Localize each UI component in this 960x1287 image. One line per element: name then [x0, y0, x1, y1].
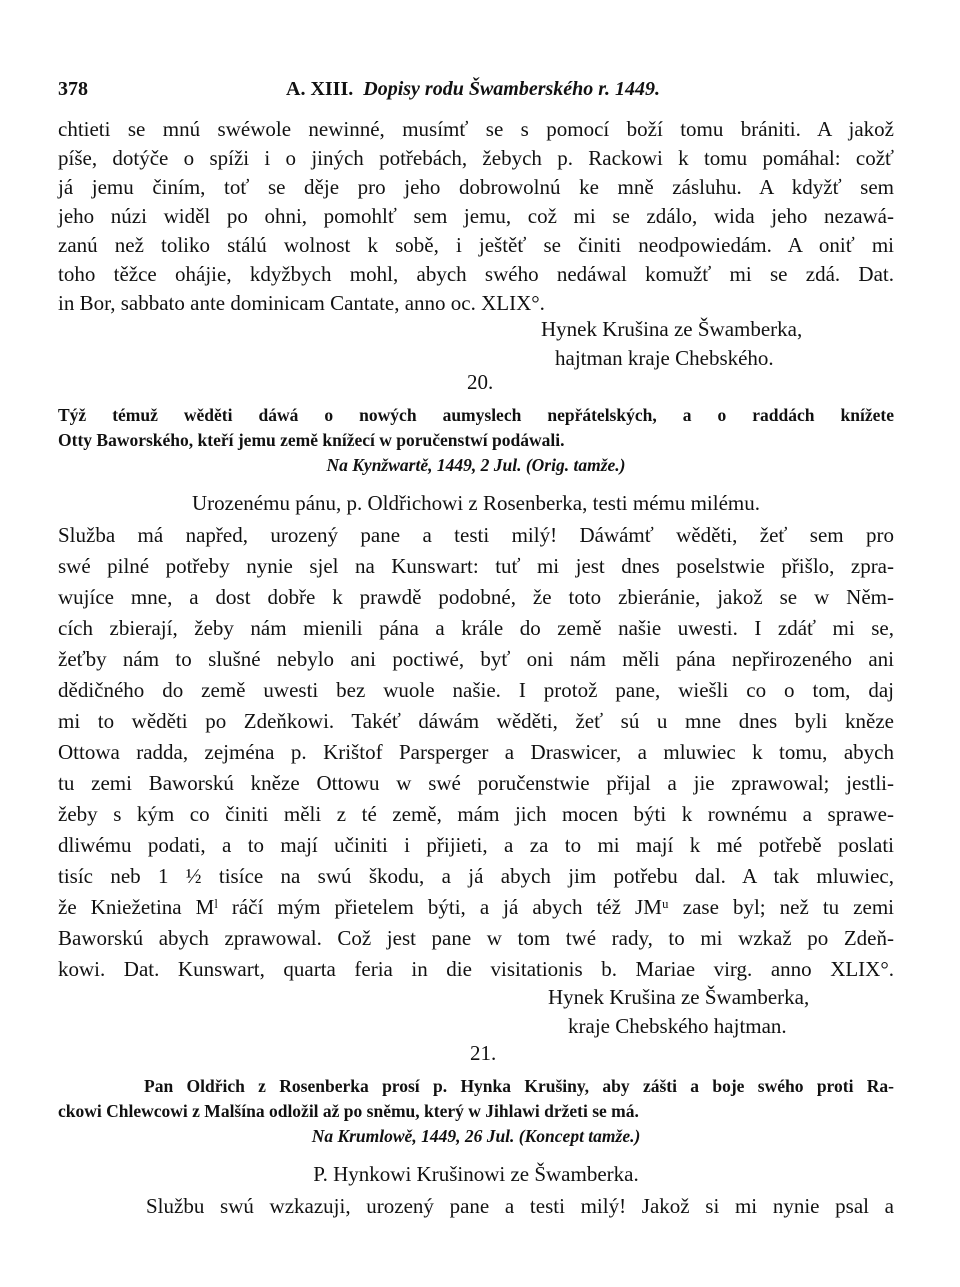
text-line: swé pilné potřeby nynie sjel na Kunswart: tuť mi jest dnes poselstwie přišlo, zpra- [58, 554, 894, 578]
page-number: 378 [58, 78, 88, 100]
dateline-text: Na Kynžwartě, 1449, 2 Jul. (Orig. tamže.) [326, 455, 626, 475]
signature-name: Hynek Krušina ze Šwamberka, [548, 985, 810, 1009]
text-line: chtieti se mnú swéwole newinné, musímť se s pomocí boží tomu brániti. A jakož [58, 117, 894, 141]
text-line-last: in Bor, sabbato ante dominicam Cantate, anno oc. XLIX°. [58, 291, 545, 315]
running-header [58, 78, 894, 102]
section-label: A. XIII. [286, 78, 354, 100]
document-page [58, 0, 894, 1287]
text-line: mi to wěděti po Zdeňkowi. Takéť dáwám wěděti, žeť sú u mne dnes byli kněze [58, 709, 894, 733]
text-line: Baworskú abych zprawowal. Což jest pane w tom twé rady, to mi wzkaž po Zdeň- [58, 926, 894, 950]
text-line: já jemu činím, toť se děje pro jeho dobrowolnú ke mně zásluhu. A kdyžť sem [58, 175, 894, 199]
dateline-text: Na Krumlowě, 1449, 26 Jul. (Koncept tamže.) [311, 1126, 641, 1146]
text-line: kowi. Dat. Kunswart, quarta feria in die visitationis b. Mariae virg. anno XLIX°. [58, 957, 894, 981]
text-line: jeho núzi widěl po ohni, pomohlť sem jemu, což mi se zdálo, wida jeho nezawá- [58, 204, 894, 228]
regest-line: Týž témuž wěděti dáwá o nowých aumyslech nepřátelských, a o raddách knížete [58, 405, 894, 425]
regest-line: Pan Oldřich z Rosenberka prosí p. Hynka Krušiny, aby zášti a boje swého proti Ra- [144, 1076, 894, 1096]
text-line: dědičného do země uwesti bez wuole našie. I protož pane, wiešli co o tom, daj [58, 678, 894, 702]
text-line: žeby s kým co činiti měli z té země, mám jich mocen býti k rownému a sprawe- [58, 802, 894, 826]
letter-address: Urozenému pánu, p. Oldřichowi z Rosenberka, testi mému milému. [191, 491, 761, 515]
text-line: tisíc neb 1 ½ tisíce na swú škodu, a já abych jim potřebu dal. A tak mluwiec, [58, 864, 894, 888]
text-line: cích zbierají, žeby nám mienili pána a krále do země našie uwesti. I zdáť mi se, [58, 616, 894, 640]
regest-line: ckowi Chlewcowi z Malšína odložil až po sněmu, který w Jihlawi držeti se má. [58, 1101, 639, 1121]
text-line: píše, dotýče o spíži i o jiných potřebách, žebych p. Rackowi k tomu pomáhal: cožť [58, 146, 894, 170]
text-line: wujíce mne, a dost dobře k prawdě podobné, že toto zbieránie, jakož se w Něm- [58, 585, 894, 609]
letter-address: P. Hynkowi Krušinowi ze Šwamberka. [313, 1162, 639, 1186]
text-line: zanú než toliko stálú wolnost k sobě, i ještěť se činiti neodpowiedám. A oniť mi [58, 233, 894, 257]
text-line: Službu swú wzkazuji, urozený pane a testi milý! Jakož si mi nynie psal a [146, 1194, 894, 1218]
signature-title: hajtman kraje Chebského. [555, 346, 774, 370]
text-line: Ottowa radda, zejména p. Krištof Parsperger a Draswicer, a mluwiec k tomu, abych [58, 740, 894, 764]
regest-line: Otty Baworského, kteří jemu země knížecí w poručenstwí podáwali. [58, 430, 565, 450]
signature-title: kraje Chebského hajtman. [568, 1014, 787, 1038]
text-line: tu zemi Baworskú kněze Ottowu w swé poručenstwie přijal a jie zprawowal; jestli- [58, 771, 894, 795]
text-line: toho těžce ohájie, kdyžbych mohl, abych swého nedáwal komužť mi se zdá. Dat. [58, 262, 894, 286]
letter-number: 20. [467, 370, 494, 394]
text-line: že Kniežetina Mˡ ráčí mým přietelem býti, a já abych též JMᵘ zase byl; než tu zemi [58, 895, 894, 919]
text-line: žeťby nám to slušné nebylo ani poctiwé, byť oni nám měli pána nepřirozeného ani [58, 647, 894, 671]
running-title: Dopisy rodu Šwamberského r. 1449. [363, 78, 660, 100]
signature-name: Hynek Krušina ze Šwamberka, [541, 317, 803, 341]
dateline [58, 455, 894, 476]
running-title-block [286, 78, 660, 101]
text-line: Služba má napřed, urozený pane a testi milý! Dáwámť wěděti, žeť sem pro [58, 523, 894, 547]
text-line: dliwému podati, a to mají učiniti i přijieti, a za to mi mají k mé potřebě poslati [58, 833, 894, 857]
dateline [58, 1126, 894, 1147]
letter-number: 21. [470, 1041, 497, 1065]
